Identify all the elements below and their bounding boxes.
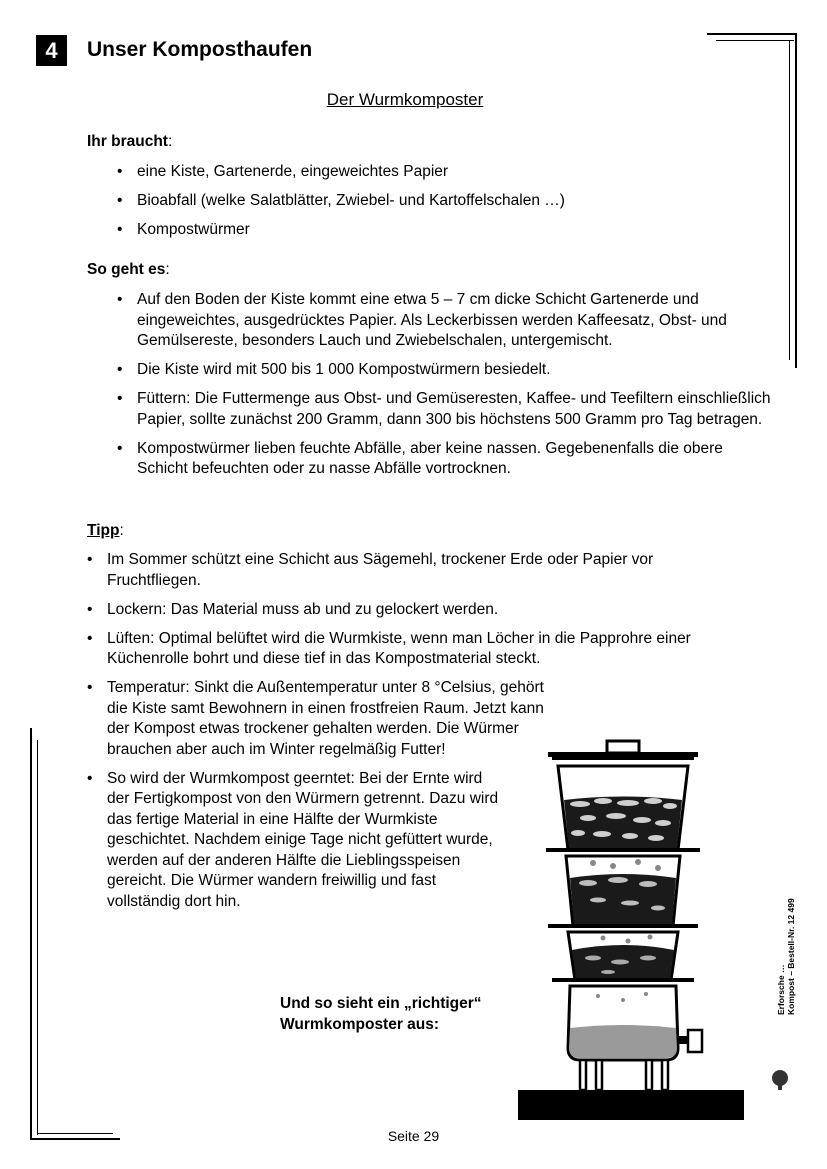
page-subtitle: Der Wurmkomposter <box>326 90 484 109</box>
illustration-caption: Und so sieht ein „richtiger“ Wurmkomposter aus: <box>280 995 482 1033</box>
list-item: • Im Sommer schützt eine Schicht aus Sägemehl, trockener Erde oder Papier vor Fruchtfliegen. <box>87 550 707 591</box>
worm-composter-illustration <box>518 738 746 1120</box>
needs-heading: Ihr braucht: <box>87 133 173 150</box>
list-item: • Kompostwürmer lieben feuchte Abfälle, aber keine nassen. Gegebenenfalls die obere Schicht befeuchten oder zu nasse Abfälle vortrocknen. <box>117 439 777 480</box>
chapter-number-badge: 4 <box>36 35 67 66</box>
tips-heading: Tipp: <box>87 522 124 539</box>
frame-line-right-inner <box>789 40 790 360</box>
frame-line-top-inner <box>716 40 794 41</box>
page-number: Seite 29 <box>387 1128 440 1144</box>
list-item: • eine Kiste, Gartenerde, eingeweichtes Papier <box>117 162 777 183</box>
list-item: • Lüften: Optimal belüftet wird die Wurmkiste, wenn man Löcher in die Papprohre einer Küchenrolle bohrt und diese tief in das Kompostmaterial steckt. <box>87 629 727 670</box>
list-item: • Auf den Boden der Kiste kommt eine etwa 5 – 7 cm dicke Schicht Gartenerde und eingeweichtes, ausgedrücktes Papier. Als Leckerbissen werden Kaffeesatz, Obst- und Gemülsereste, besonders Lauch und Zwiebelschalen, untergemischt. <box>117 290 777 352</box>
list-item: • Bioabfall (welke Salatblätter, Zwiebel- und Kartoffelschalen …) <box>117 191 777 212</box>
page-title: Unser Komposthaufen <box>87 38 313 61</box>
list-item: • Die Kiste wird mit 500 bis 1 000 Kompostwürmern besiedelt. <box>117 360 777 381</box>
frame-line-right <box>795 33 797 368</box>
steps-heading: So geht es: <box>87 261 170 278</box>
frame-line-top <box>707 33 797 35</box>
list-item: • Temperatur: Sinkt die Außentemperatur unter 8 °Celsius, gehört die Kiste samt Bewohnern in einen frostfreien Raum. Jetzt kann der Kompost etwas trockener gehalten werden. Die Würmer brauchen aber auch im Winter regelmäßig Futter! <box>87 678 547 760</box>
frame-line-left-inner <box>37 740 38 1135</box>
steps-list <box>117 290 777 488</box>
list-item: • So wird der Wurmkompost geerntet: Bei der Ernte wird der Fertigkompost von den Würmern getrennt. Dazu wird das fertige Material in eine Hälfte der Wurmkiste geschichtet. Nachdem einige Tage nicht gefüttert wurde, werden auf der anderen Hälfte die Lieblingsspeisen gereicht. Die Würmer wandern freiwillig und fast vollständig dort hin. <box>87 769 502 913</box>
publisher-logo <box>768 1068 792 1092</box>
list-item: • Kompostwürmer <box>117 220 777 241</box>
list-item: • Füttern: Die Futtermenge aus Obst- und Gemüseresten, Kaffee- und Teefiltern einschließlich Papier, sollte zunächst 200 Gramm, dann 300 bis höchstens 500 Gramm pro Tag betragen. <box>117 389 777 430</box>
side-publication-info: Erforsche … Kompost – Bestell-Nr. 12 499 <box>776 898 796 1015</box>
frame-line-left <box>30 728 32 1140</box>
list-item: • Lockern: Das Material muss ab und zu gelockert werden. <box>87 600 777 621</box>
needs-list <box>117 162 777 249</box>
